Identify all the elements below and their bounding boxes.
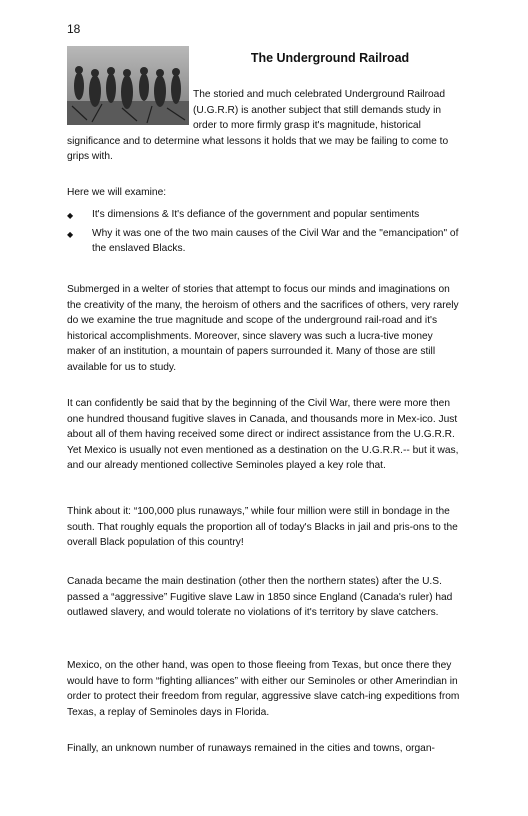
list-item	[67, 226, 461, 257]
body-paragraph: Think about it: “100,000 plus runaways,” while four million were still in bondage in the south. That roughly equals the proportion all of today's Blacks in jail and pris-ons to the overall Black population of this country!	[67, 506, 458, 549]
intro-paragraph: The storied and much celebrated Underground Railroad (U.G.R.R) is another subject that still demands study in order to more firmly grasp it's magnitude, historical significance and to determine what lessons it holds that we may be failing to come to grips with.	[67, 89, 449, 163]
bullet-list	[67, 207, 461, 259]
body-paragraph: Canada became the main destination (other then the northern states) after the U.S. passed a “aggressive” Fugitive slave Law in 1850 since England (Canada's ruler) had outlawed slavery, and would tolerate no violations of it's territory by slave catchers.	[67, 576, 453, 619]
list-item	[67, 207, 461, 224]
body-paragraph: Submerged in a welter of stories that attempt to focus our minds and imaginations on the creativity of the many, the heroism of others and the sacrifices of others, very rarely do we examine the true magnitude and scope of the underground rail-road and it's historical accomplishments. Moreover, since slavery was such a lucra-tive money maker of an institution, a mountain of papers surrounded it. Many of those are still available for us to study.	[67, 284, 459, 373]
body-paragraph: Finally, an unknown number of runaways remained in the cities and towns, organ-	[67, 743, 435, 754]
bullet-text: Why it was one of the two main causes of the Civil War and the "emancipation" of the enslaved Blacks.	[92, 227, 459, 255]
body-paragraph: It can confidently be said that by the beginning of the Civil War, there were more then one hundred thousand fugitive slaves in Canada, and thousands more in Mex-ico. Just about all of them having received some direct or indirect assistance from the U.G.R.R. Yet Mexico is usually not even mentioned as a destination on the U.G.R.R.-- but it was, and our already mentioned collective Seminoles played a key role that.	[67, 398, 459, 472]
page-number: 18	[67, 22, 81, 36]
examine-heading: Here we will examine:	[67, 187, 167, 198]
intro-section	[67, 87, 459, 165]
diamond-bullet-icon: ◆	[67, 211, 74, 220]
page-title: The Underground Railroad	[250, 51, 410, 65]
diamond-bullet-icon: ◆	[67, 229, 74, 239]
body-paragraph: Mexico, on the other hand, was open to those fleeing from Texas, but once there they would have to form “fighting alliances” with either our Seminoles or other Amerindian in order to protect their freedom from regular, aggressive slave catch-ing expeditions from Texas, a replay of Seminoles days in Florida.	[67, 660, 460, 718]
bullet-text: It's dimensions & It's defiance of the government and popular sentiments	[92, 209, 420, 220]
